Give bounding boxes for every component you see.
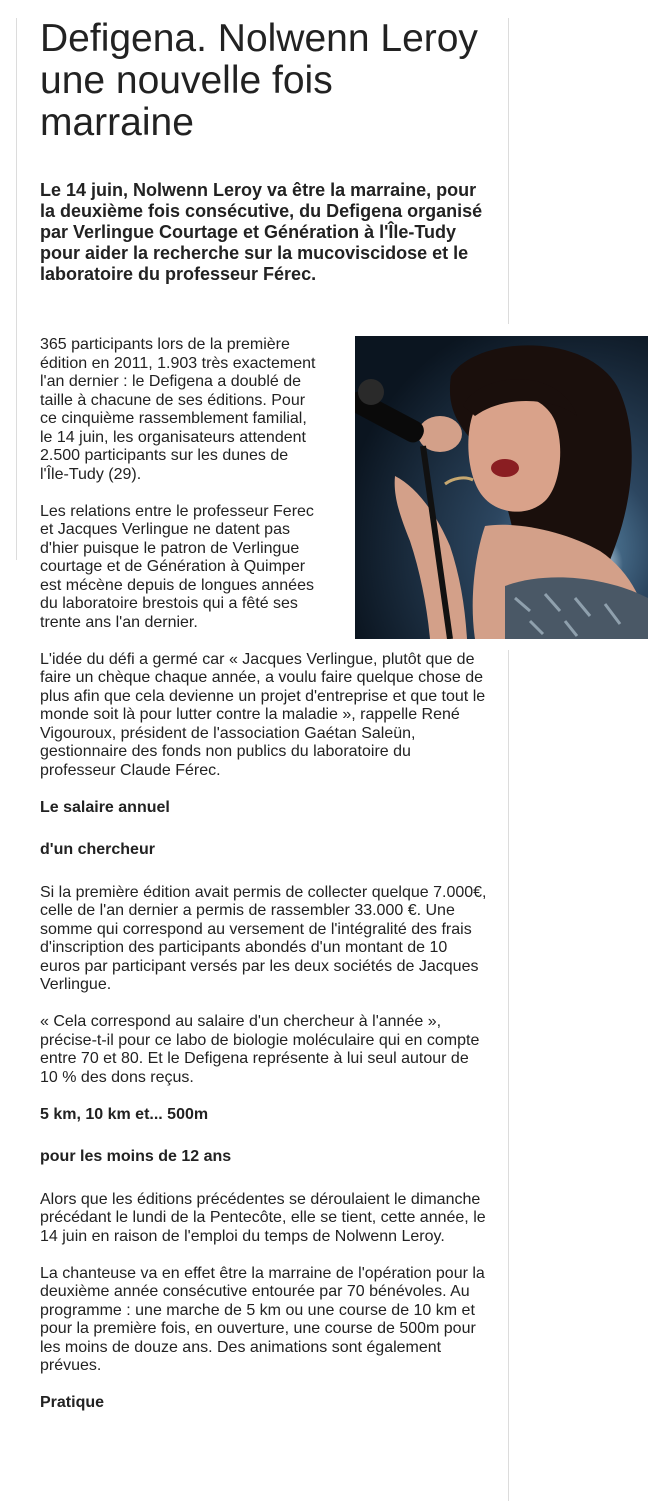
right-column-rule-lower xyxy=(508,650,509,1501)
subheading: pour les moins de 12 ans xyxy=(40,1148,232,1165)
paragraph: L'idée du défi a germé car « Jacques Verlingue, plutôt que de faire un chèque chaque année, a voulu faire quelque chose de plus afin que cela devienne un projet d'entreprise et que tout le monde soit là pour lutter contre la maladie », rappelle René Vigouroux, président de l'association Gaétan Saleün, gestionnaire des fonds non publics du laboratoire du professeur Claude Férec. xyxy=(40,650,486,779)
paragraph: Les relations entre le professeur Ferec et Jacques Verlingue ne datent pas d'hier puisque le patron de Verlingue courtage et de Génération à Quimper est mécène depuis de longues années du laboratoire brestois qui a fêté ses trente ans l'an dernier. xyxy=(40,502,314,631)
article-lead: Le 14 juin, Nolwenn Leroy va être la marraine, pour la deuxième fois consécutive, du Defigena organisé par Verlingue Courtage et Génération à l'Île-Tudy pour aider la recherche sur la mucoviscidose et le laboratoire du professeur Férec. xyxy=(40,180,483,284)
paragraph: La chanteuse va en effet être la marraine de l'opération pour la deuxième année consécutive entourée par 70 bénévoles. Au programme : une marche de 5 km ou une course de 10 km et pour la première fois, en ouverture, une course de 500m pour les moins de douze ans. Des animations sont également prévues. xyxy=(40,1264,485,1374)
subheading: Pratique xyxy=(40,1394,105,1411)
left-column-rule xyxy=(16,18,17,560)
article-title: Defigena. Nolwenn Leroy une nouvelle fois marraine xyxy=(40,17,478,144)
paragraph: Alors que les éditions précédentes se déroulaient le dimanche précédant le lundi de la Pentecôte, elle se tient, cette année, le 14 juin en raison de l'emploi du temps de Nolwenn Leroy. xyxy=(40,1190,486,1245)
paragraph: Si la première édition avait permis de collecter quelque 7.000€, celle de l'an dernier a permis de rassembler 33.000 €. Une somme qui correspond au versement de l'intégralité des frais d'inscription des participants abondés d'un montant de 10 euros par participant versés par les deux sociétés de Jacques Verlingue. xyxy=(40,883,487,993)
subheading: 5 km, 10 km et... 500m xyxy=(40,1105,209,1123)
subheading: d'un chercheur xyxy=(40,841,155,858)
paragraph: « Cela correspond au salaire d'un chercheur à l'année », précise-t-il pour ce labo de biologie moléculaire qui en compte entre 70 et 80. Et le Defigena représente à lui seul autour de 10 % des dons reçus. xyxy=(40,1013,480,1086)
article-body xyxy=(40,336,490,1437)
right-column-rule xyxy=(508,18,509,324)
article-header xyxy=(40,18,490,285)
subheading: Le salaire annuel xyxy=(40,798,170,816)
paragraph: 365 participants lors de la première édition en 2011, 1.903 très exactement l'an dernier : le Defigena a doublé de taille à chacune de ses éditions. Pour ce cinquième rassemblement familial, le 14 juin, les organisateurs attendent 2.500 participants sur les dunes de l'Île-Tudy (29). xyxy=(40,336,316,483)
